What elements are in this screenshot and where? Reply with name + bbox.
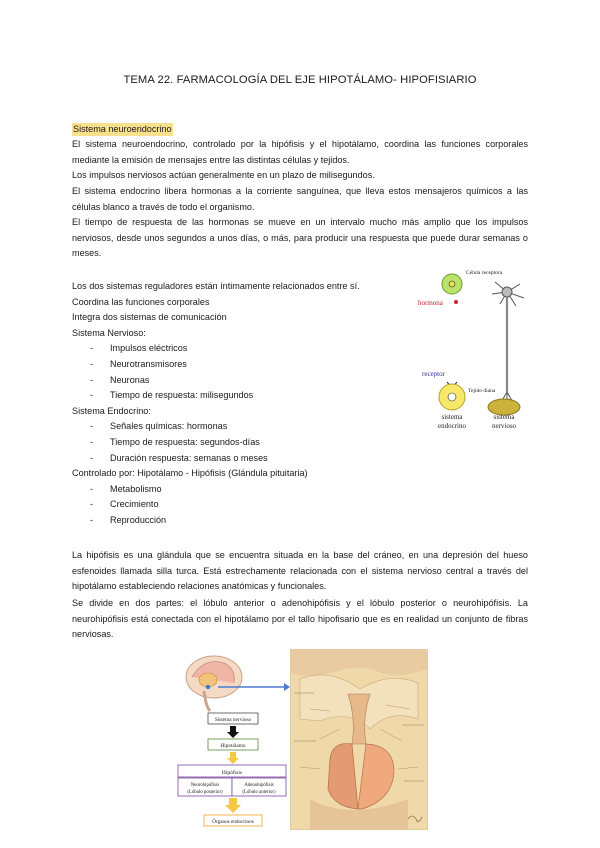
fc-hipofisis: Hipófisis (221, 770, 243, 776)
sistema-nervioso-label-1: sistema (493, 413, 515, 421)
list-item: - Duración respuesta: semanas o meses (90, 452, 268, 463)
down-arrow-icon (227, 726, 239, 738)
list-item: - Neurotransmisores (90, 358, 187, 369)
fc-hipotalamo: Hipotálamo (220, 743, 246, 749)
intro-line: Integra dos sistemas de comunicación (72, 312, 227, 323)
sistema-endocrino-label-1: sistema (441, 413, 463, 421)
neuron-icon (492, 282, 524, 406)
down-arrow-icon (225, 798, 241, 813)
list-item: - Tiempo de respuesta: segundos-días (90, 436, 260, 447)
sistema-nervioso-label-2: nervioso (491, 422, 517, 430)
hormona-label: hormona (418, 299, 443, 307)
paragraph-partes: Se divide en dos partes: el lóbulo anterior o adenohipófisis y el lóbulo posterior o neurohipófisis. La neurohipófisis está conectada con el hipotálamo por el tallo hipofisario que es en realidad un conjunto de fibras nerviosas. (72, 598, 528, 640)
controlado-label: Controlado por: Hipotálamo - Hipófisis (Glándula pituitaria) (72, 468, 308, 479)
intro-line: Coordina las funciones corporales (72, 296, 210, 307)
list-item: - Tiempo de respuesta: milisegundos (90, 390, 254, 401)
receptor-label: receptor (422, 370, 445, 378)
list-item: - Señales químicas: hormonas (90, 421, 228, 432)
endocrino-label: Sistema Endocrino: (72, 405, 151, 416)
fc-organos: Órganos endocrinos (212, 819, 254, 825)
controlado-list (72, 482, 402, 529)
down-arrow-icon (227, 752, 239, 764)
hypothalamus-flowchart (174, 647, 290, 830)
list-item: - Crecimiento (90, 499, 159, 510)
endocrino-list (72, 419, 402, 466)
paragraph-tiempo-respuesta: El tiempo de respuesta de las hormonas se mueve en un intervalo mucho más amplio que los impulsos nerviosos, desde unos segundos a unos días, o más, para producir una respuesta que puede durar semanas o meses. (72, 217, 528, 259)
fc-sistema-nervioso: Sistema nervioso (214, 717, 252, 723)
nervioso-label: Sistema Nervioso: (72, 327, 146, 338)
celula-receptora-label: Célula receptora (466, 270, 503, 276)
intro-line: Los dos sistemas reguladores están íntimamente relacionados entre sí. (72, 281, 360, 291)
hypothalamus-flowchart-figure (174, 647, 290, 830)
tejido-diana-label: Tejido diana (468, 388, 496, 394)
fc-adenohipofisis-1: Adenohipófisis (244, 783, 274, 788)
pituitary-anatomy-illustration (290, 649, 428, 830)
hormone-dot-icon (454, 300, 458, 304)
list-item: - Metabolismo (90, 483, 162, 494)
brain-icon (186, 656, 242, 711)
fc-neurohipofisis-2: (Lóbulo posterior) (187, 790, 223, 795)
paragraph-endocrino: El sistema endocrino libera hormonas a la corriente sanguínea, que lleva estos mensajeros químicos a las células blanco a través de todo el organismo. (72, 186, 528, 212)
regulators-list (72, 279, 402, 529)
paragraph-impulsos: Los impulsos nerviosos actúan generalmente en un plazo de milisegundos. (72, 170, 375, 180)
paragraph-neuroendocrino: El sistema neuroendocrino, controlado por la hipófisis y el hipotálamo, coordina las funciones corporales mediante la emisión de mensajes entre las distintas células y tejidos. (72, 139, 528, 165)
list-item: - Impulsos eléctricos (90, 343, 188, 354)
fc-neurohipofisis-1: Neurohipófisis (190, 783, 220, 788)
sistema-endocrino-label-2: endocrino (438, 422, 466, 430)
list-item: - Neuronas (90, 374, 150, 385)
list-item: - Reproducción (90, 514, 167, 525)
page-title: TEMA 22. FARMACOLOGÍA DEL EJE HIPOTÁLAMO- HIPOFISIARIO (123, 74, 477, 86)
fc-adenohipofisis-2: (Lóbulo anterior) (242, 790, 276, 795)
endocrine-nervous-diagram (412, 264, 540, 434)
paragraph-hipofisis: La hipófisis es una glándula que se encuentra situada en la base del cráneo, en una depresión del hueso esfenoides llamada silla turca. Está estrechamente relacionada con el sistema nervioso central a través del hipotálamo estableciendo relaciones anatómicas y funcionales. (72, 550, 528, 592)
nervioso-list (72, 341, 402, 403)
pituitary-anatomy-figure (290, 649, 428, 830)
endocrine-nervous-figure (412, 264, 540, 434)
section-heading: Sistema neuroendocrino (73, 124, 172, 134)
